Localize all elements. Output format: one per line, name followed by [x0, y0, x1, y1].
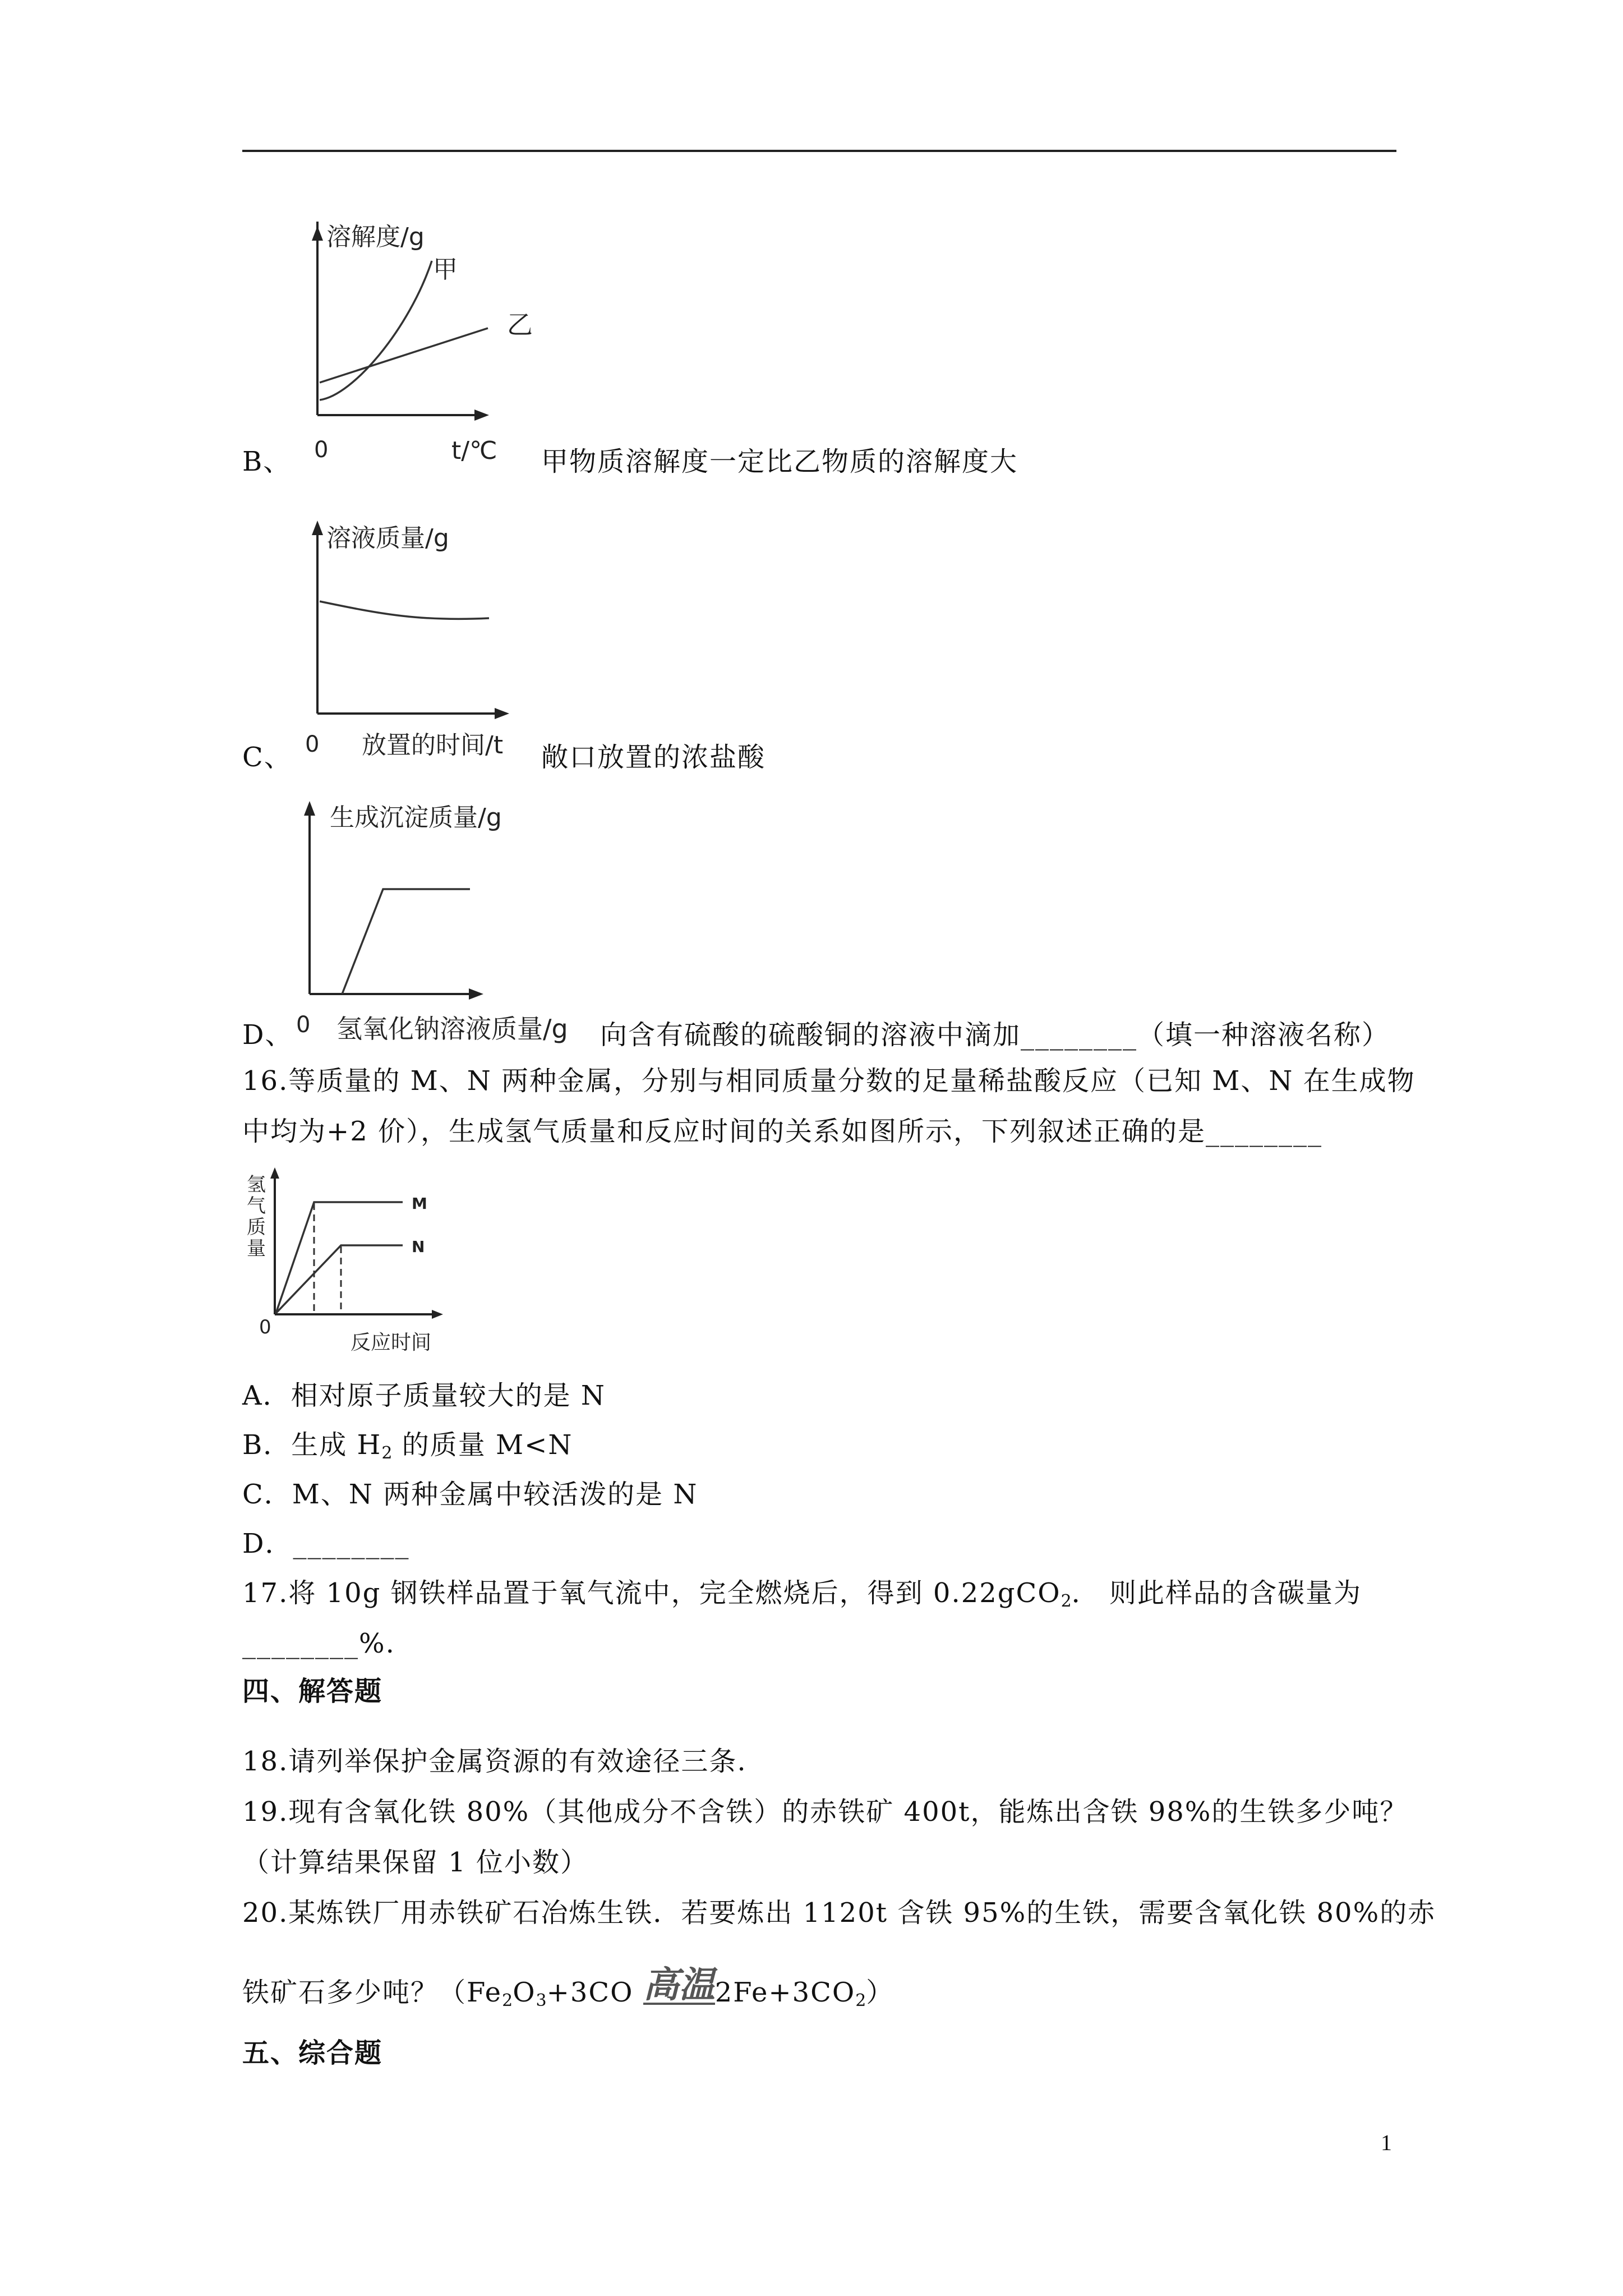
option-c-label: C、	[242, 742, 292, 773]
x-axis-label: t/℃	[451, 436, 497, 465]
x-arrow-icon	[474, 409, 489, 421]
origin-label: 0	[296, 1012, 311, 1038]
origin-label: 0	[314, 437, 329, 463]
y-label-char-2: 气	[247, 1195, 266, 1217]
option-d-label: D、	[242, 1019, 293, 1051]
q16-option-a: A．相对原子质量较大的是 N	[242, 1380, 606, 1411]
section-4-heading: 四、解答题	[242, 1676, 383, 1707]
y-axis-label: 溶液质量/g	[326, 524, 449, 553]
curve-jia	[320, 261, 432, 400]
line-n-label: N	[412, 1237, 425, 1256]
q19-text-line1: 19.现有含氧化铁 80%（其他成分不含铁）的赤铁矿 400t，能炼出含铁 98%的生铁多少吨？	[242, 1796, 1408, 1828]
q16-option-d: D．________	[242, 1528, 410, 1559]
graph-16	[247, 1164, 449, 1360]
option-c-text: 敞口放置的浓盐酸	[541, 742, 766, 773]
curve-yi-label: 乙	[507, 310, 533, 340]
option-b-text: 甲物质溶解度一定比乙物质的溶解度大	[541, 446, 1018, 477]
x-axis-label: 氢氧化钠溶液质量/g	[336, 1014, 568, 1044]
x-axis-label: 放置的时间/t	[362, 731, 504, 760]
y-label-char-4: 量	[247, 1237, 266, 1260]
x-arrow-icon	[469, 988, 483, 1000]
y-arrow-icon	[304, 801, 315, 816]
x-axis-label: 反应时间	[351, 1331, 432, 1354]
q17-text-line2: ________%.	[242, 1628, 395, 1659]
x-arrow-icon	[432, 1310, 443, 1319]
q18-text: 18.请列举保护金属资源的有效途径三条.	[242, 1746, 747, 1777]
curve-mass	[320, 601, 489, 619]
line-m	[276, 1202, 403, 1313]
q16-text-line1: 16.等质量的 M、N 两种金属，分别与相同质量分数的足量稀盐酸反应（已知 M、N 在生成物	[242, 1065, 1415, 1097]
y-arrow-icon	[312, 521, 323, 535]
section-5-heading: 五、综合题	[242, 2037, 383, 2069]
origin-label: 0	[305, 731, 320, 757]
curve-jia-label: 甲	[433, 255, 458, 284]
curve-yi	[320, 328, 488, 383]
origin-label: 0	[259, 1316, 271, 1338]
graph-b	[292, 222, 533, 468]
y-label-char-3: 质	[247, 1216, 266, 1239]
q16-option-b: B．生成 $H_2$ 的质量 M<N	[242, 1429, 573, 1463]
page-number: 1	[1381, 2130, 1392, 2155]
q20-text-line1: 20.某炼铁厂用赤铁矿石冶炼生铁．若要炼出 1120t 含铁 95%的生铁，需要含氧化铁 80%的赤	[242, 1897, 1436, 1929]
reaction-condition: 高温	[643, 1964, 715, 2006]
y-axis-label: 溶解度/g	[326, 223, 425, 251]
option-d-text: 向含有硫酸的硫酸铜的溶液中滴加________（填一种溶液名称）	[600, 1019, 1390, 1051]
graph-d	[280, 797, 594, 1049]
y-label-char-1: 氢	[247, 1174, 266, 1196]
q19-text-line2: （计算结果保留 1 位小数）	[242, 1847, 589, 1878]
q16-text-line2: 中均为+2 价），生成氢气质量和反应时间的关系如图所示，下列叙述正确的是________	[242, 1116, 1323, 1147]
y-arrow-icon	[270, 1167, 279, 1179]
option-b-label: B、	[242, 446, 292, 477]
q17-text-line1: 17.将 10g 钢铁样品置于氧气流中，完全燃烧后，得到 0.22gCO$_2$． 则此样品的含碳量为	[242, 1577, 1362, 1611]
header-rule	[242, 150, 1396, 152]
graph-c	[292, 516, 527, 769]
x-arrow-icon	[495, 708, 509, 719]
line-m-label: M	[412, 1194, 427, 1213]
y-axis-label: 生成沉淀质量/g	[330, 803, 502, 832]
precipitate-line	[342, 889, 470, 994]
y-arrow-icon	[312, 226, 323, 241]
q16-option-c: C．M、N 两种金属中较活泼的是 N	[242, 1479, 698, 1510]
q20-text-line2: 铁矿石多少吨？（$Fe_2O_3+3CO$ 高温$2Fe+3CO_2$）	[242, 1964, 895, 2010]
